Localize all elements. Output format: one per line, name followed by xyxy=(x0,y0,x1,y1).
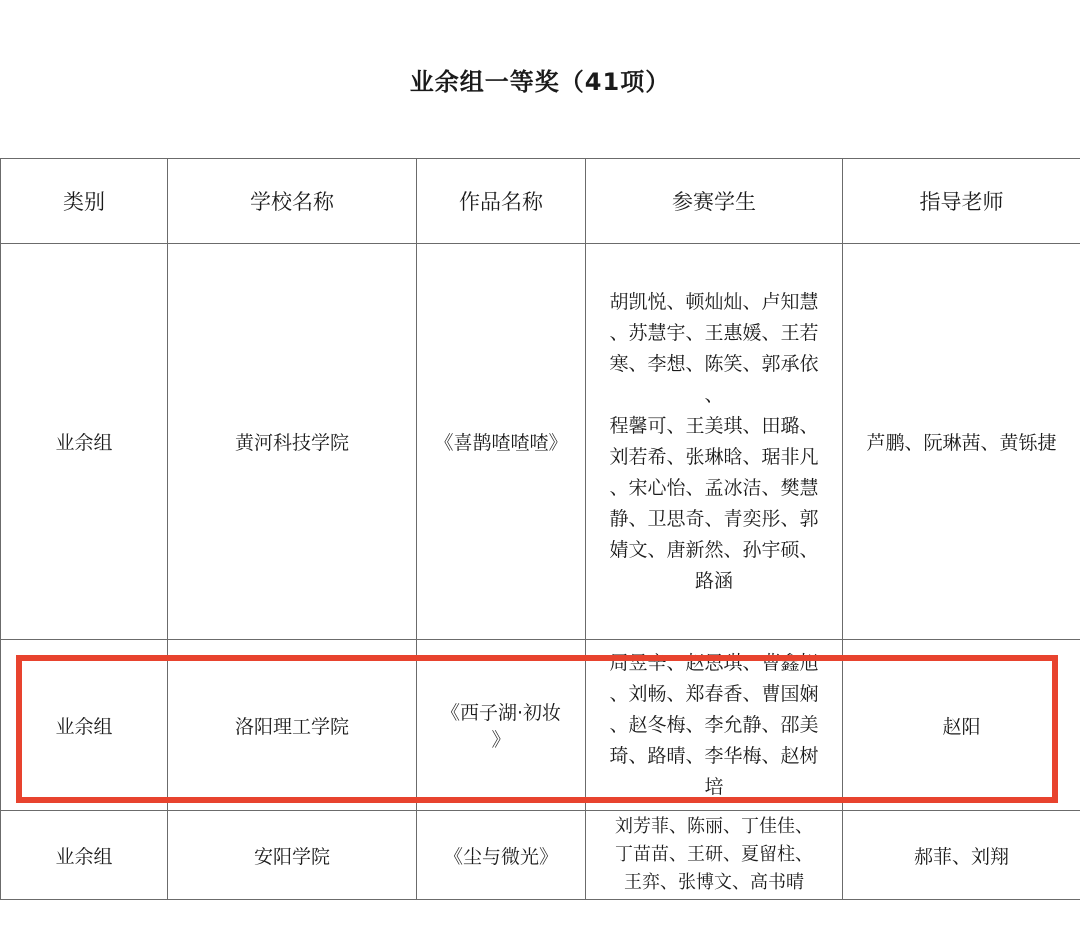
teachers-cell: 芦鹏、阮琳茜、黄铄捷 xyxy=(843,244,1080,640)
student-line: 王弈、张博文、高书晴 xyxy=(624,872,804,893)
student-line: 、 xyxy=(704,383,724,406)
header-category: 类别 xyxy=(1,159,168,244)
work-cell: 《尘与微光》 xyxy=(417,811,586,900)
student-line: 、苏慧宇、王惠媛、王若 xyxy=(609,321,819,344)
header-work: 作品名称 xyxy=(417,159,586,244)
student-line: 刘若希、张琳晗、琚非凡 xyxy=(609,445,819,468)
students-cell xyxy=(586,244,843,640)
student-line: 周昱辛、赵思琪、曹鑫旭 xyxy=(609,651,819,674)
table-row xyxy=(1,811,1080,900)
student-line: 静、卫思奇、青奕彤、郭 xyxy=(609,507,819,530)
school-cell: 洛阳理工学院 xyxy=(168,640,417,811)
school-cell: 黄河科技学院 xyxy=(168,244,417,640)
student-line: 寒、李想、陈笑、郭承依 xyxy=(609,352,819,375)
awards-table xyxy=(0,158,1080,900)
category-cell: 业余组 xyxy=(1,640,168,811)
students-cell xyxy=(586,811,843,900)
category-cell: 业余组 xyxy=(1,244,168,640)
category-cell: 业余组 xyxy=(1,811,168,900)
header-school: 学校名称 xyxy=(168,159,417,244)
student-line: 、刘畅、郑春香、曹国娴 xyxy=(609,682,819,705)
student-line: 培 xyxy=(704,775,724,798)
teachers-cell: 郝菲、刘翔 xyxy=(843,811,1080,900)
table-row xyxy=(1,640,1080,811)
student-line: 刘芳菲、陈丽、丁佳佳、 xyxy=(615,816,813,837)
student-line: 程馨可、王美琪、田璐、 xyxy=(609,414,819,437)
student-line: 丁苗苗、王研、夏留柱、 xyxy=(615,844,813,865)
table-header-row xyxy=(1,159,1080,244)
work-cell: 《喜鹊喳喳喳》 xyxy=(417,244,586,640)
student-line: 路涵 xyxy=(694,569,733,592)
teachers-cell: 赵阳 xyxy=(843,640,1080,811)
student-line: 、宋心怡、孟冰洁、樊慧 xyxy=(609,476,819,499)
page-title: 业余组一等奖（41项） xyxy=(409,68,671,96)
table-row xyxy=(1,244,1080,640)
students-cell xyxy=(586,640,843,811)
header-students: 参赛学生 xyxy=(586,159,843,244)
student-line: 、赵冬梅、李允静、邵美 xyxy=(609,713,819,736)
student-line: 婧文、唐新然、孙宇硕、 xyxy=(609,538,819,561)
header-teachers: 指导老师 xyxy=(843,159,1080,244)
school-cell: 安阳学院 xyxy=(168,811,417,900)
student-line: 胡凯悦、顿灿灿、卢知慧 xyxy=(609,290,819,313)
work-line: 《西子湖·初妆 xyxy=(440,702,562,724)
student-line: 琦、路晴、李华梅、赵树 xyxy=(609,744,819,767)
work-line: 》 xyxy=(491,729,511,751)
work-cell xyxy=(417,640,586,811)
